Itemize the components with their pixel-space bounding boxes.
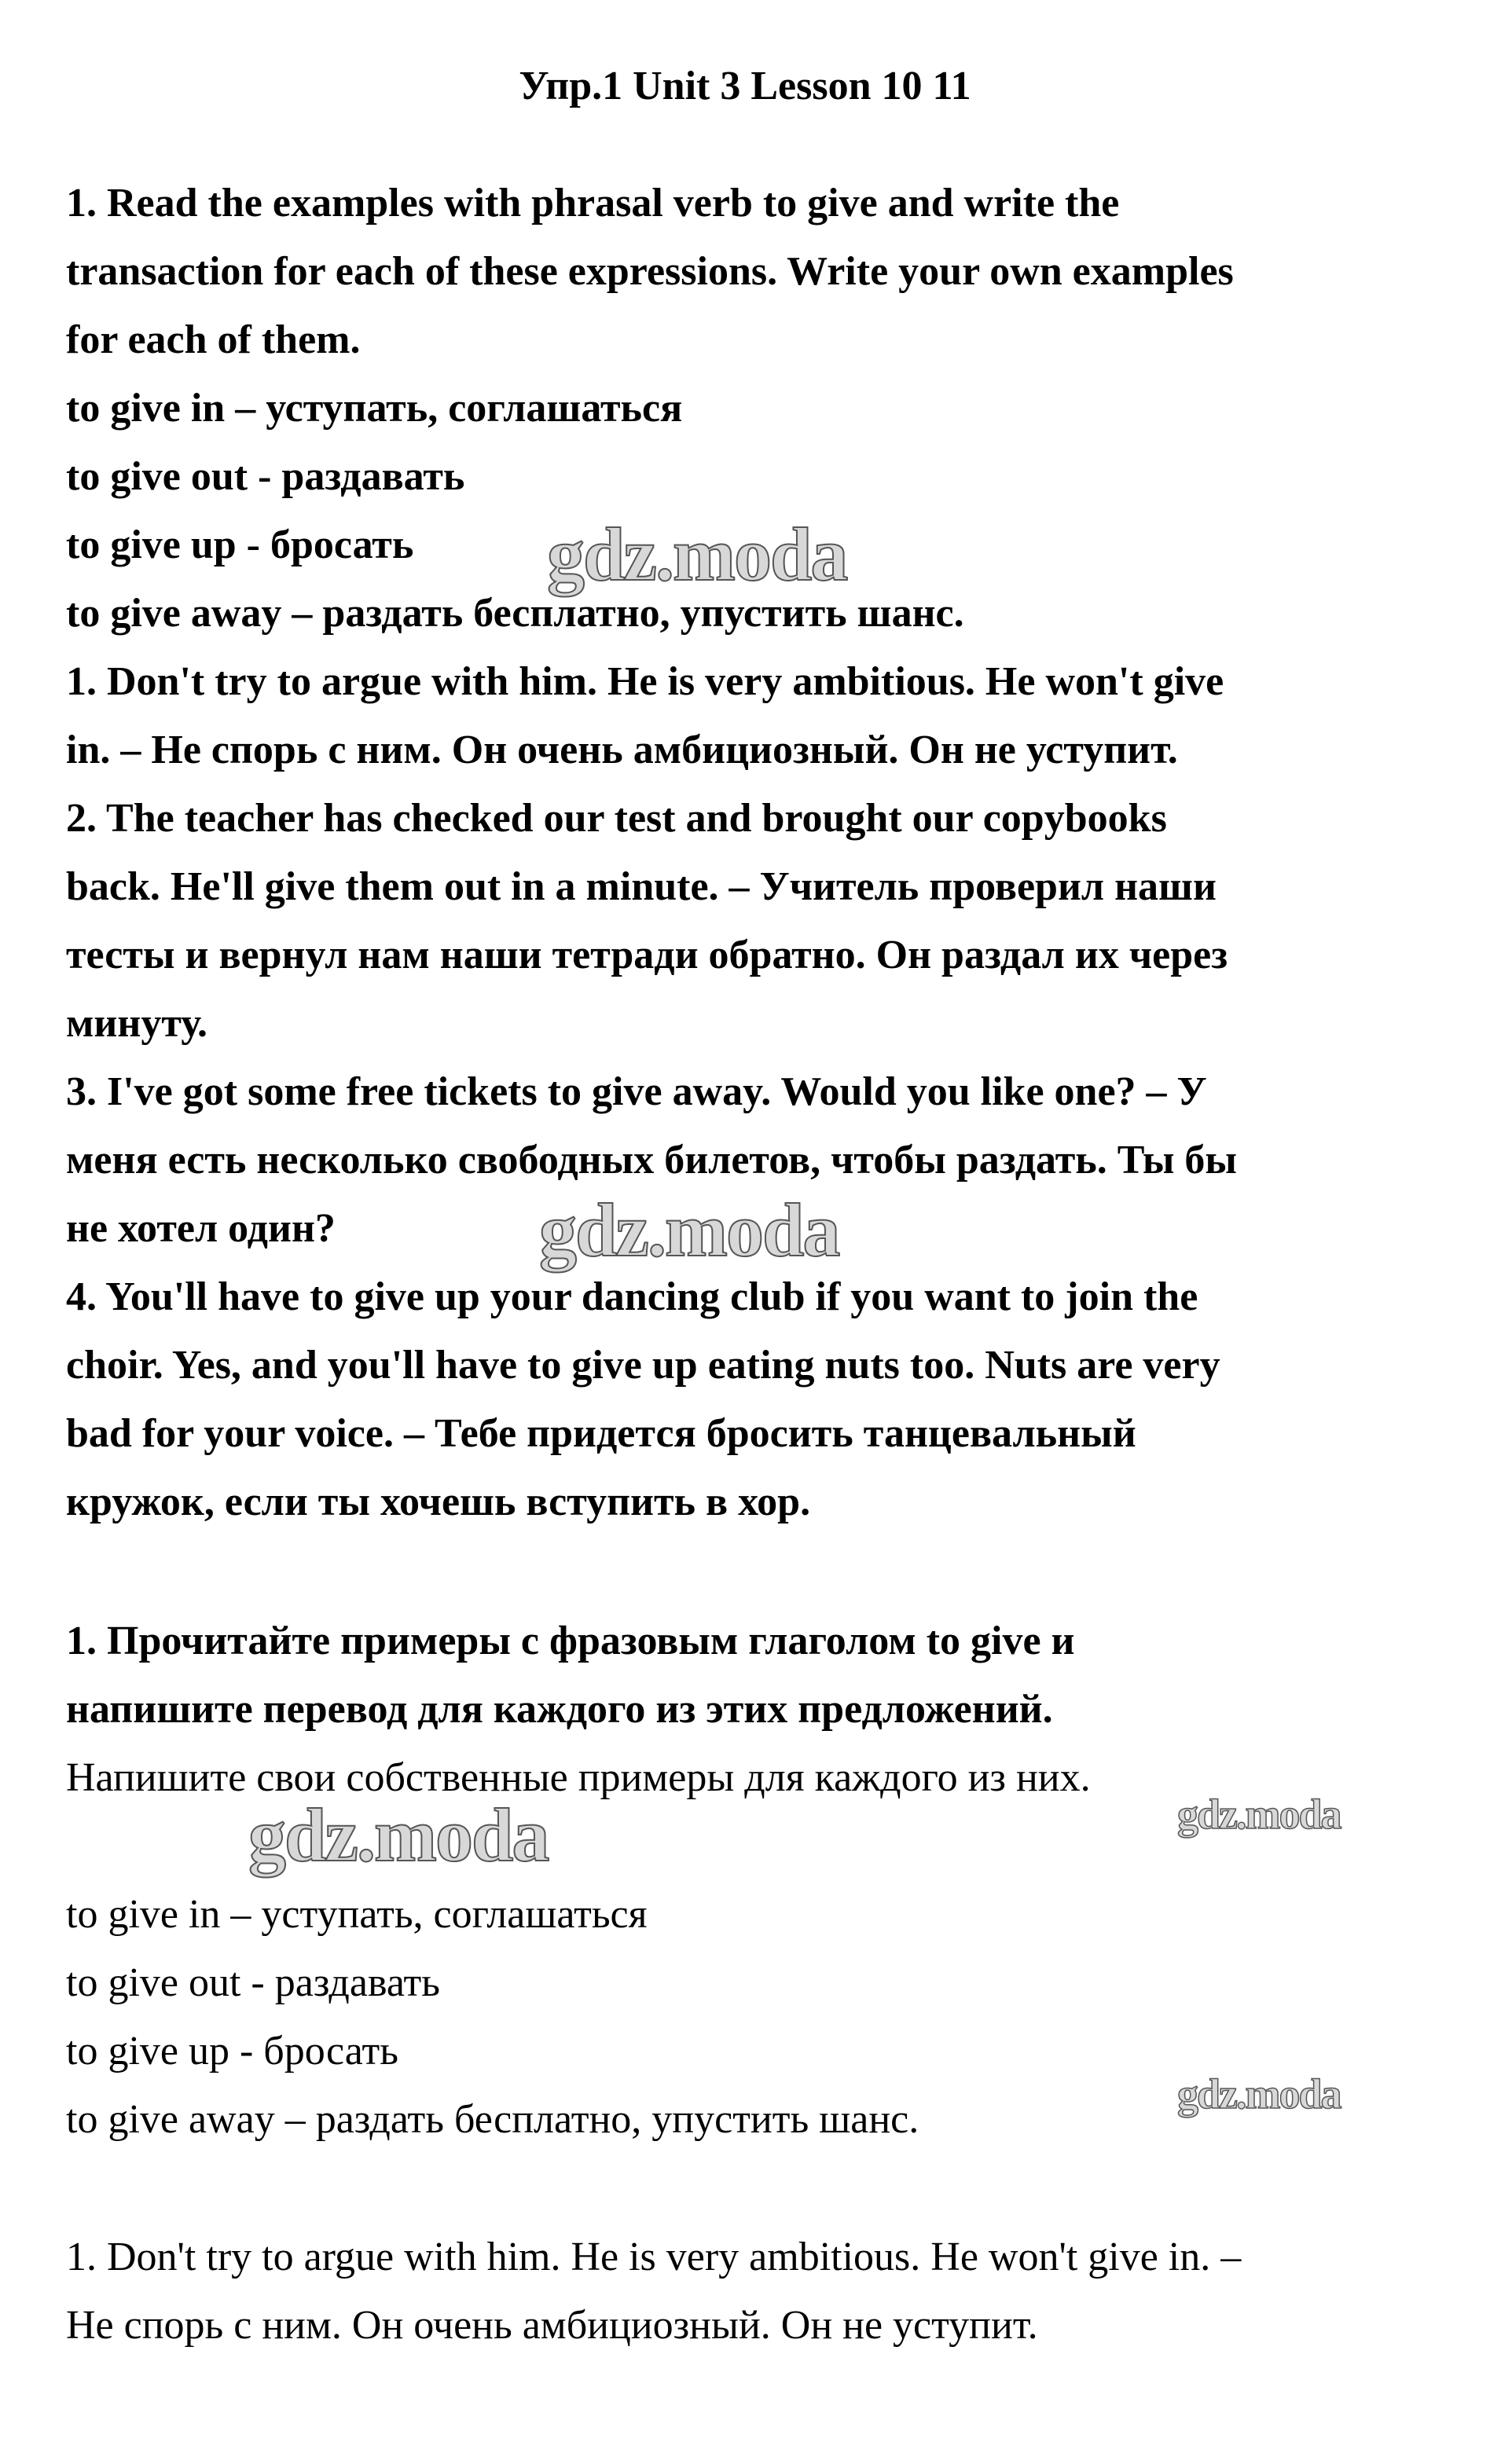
- text-line: for each of them.: [66, 317, 361, 362]
- example-line: 1. Don't try to argue with him. He is very ambitious. He won't give in. –: [66, 2235, 1242, 2279]
- watermark-logo: gdz.moda: [248, 1793, 549, 1877]
- heading-line: 1. Прочитайте примеры с фразовым глаголом to give и: [66, 1619, 1075, 1663]
- text-line: 3. I've got some free tickets to give away. Would you like one? – У: [66, 1069, 1207, 1114]
- watermark-logo: gdz.moda: [547, 512, 847, 596]
- expression-line: to give up - бросать: [66, 2029, 398, 2074]
- text-line: to give up - бросать: [66, 522, 414, 567]
- watermark-logo: gdz.moda: [1177, 2070, 1341, 2118]
- text-line: back. He'll give them out in a minute. – Учитель проверил наши: [66, 864, 1217, 909]
- heading-line: напишите перевод для каждого из этих предложений.: [66, 1687, 1053, 1732]
- text-line: не хотел один?: [66, 1206, 336, 1251]
- text-line: меня есть несколько свободных билетов, чтобы раздать. Ты бы: [66, 1138, 1238, 1182]
- russian-heading-section: [66, 1607, 1091, 1812]
- watermark-logo: gdz.moda: [539, 1188, 839, 1272]
- text-line: bad for your voice. – Тебе придется бросить танцевальный: [66, 1411, 1136, 1456]
- text-line: тесты и вернул нам наши тетради обратно. Он раздал их через: [66, 933, 1228, 977]
- text-line: to give out - раздавать: [66, 454, 465, 499]
- text-line: in. – Не спорь с ним. Он очень амбициозный. Он не уступит.: [66, 728, 1178, 772]
- russian-expressions: [66, 1880, 919, 2154]
- expression-line: to give in – уступать, соглашаться: [66, 1892, 648, 1937]
- example-line: Не спорь с ним. Он очень амбициозный. Он не уступит.: [66, 2303, 1038, 2348]
- text-line: to give away – раздать бесплатно, упустить шанс.: [66, 591, 964, 636]
- expression-line: to give away – раздать бесплатно, упустить шанс.: [66, 2097, 919, 2142]
- text-line: 4. You'll have to give up your dancing club if you want to join the: [66, 1274, 1198, 1319]
- text-line: кружок, если ты хочешь вступить в хор.: [66, 1480, 811, 1524]
- english-section: [66, 169, 1237, 1536]
- text-line: 1. Read the examples with phrasal verb to give and write the: [66, 181, 1120, 226]
- text-line: минуту.: [66, 1001, 207, 1046]
- russian-examples: [66, 2223, 1241, 2360]
- text-line: 2. The teacher has checked our test and brought our copybooks: [66, 796, 1167, 841]
- text-line: choir. Yes, and you'll have to give up eating nuts too. Nuts are very: [66, 1343, 1220, 1388]
- subheading-line: Напишите свои собственные примеры для каждого из них.: [66, 1755, 1091, 1800]
- text-line: 1. Don't try to argue with him. He is very ambitious. He won't give: [66, 659, 1224, 704]
- watermark-logo: gdz.moda: [1177, 1791, 1341, 1838]
- text-line: to give in – уступать, соглашаться: [66, 386, 683, 431]
- expression-line: to give out - раздавать: [66, 1960, 440, 2005]
- text-line: transaction for each of these expressions. Write your own examples: [66, 249, 1234, 294]
- page-title: Упр.1 Unit 3 Lesson 10 11: [519, 64, 971, 108]
